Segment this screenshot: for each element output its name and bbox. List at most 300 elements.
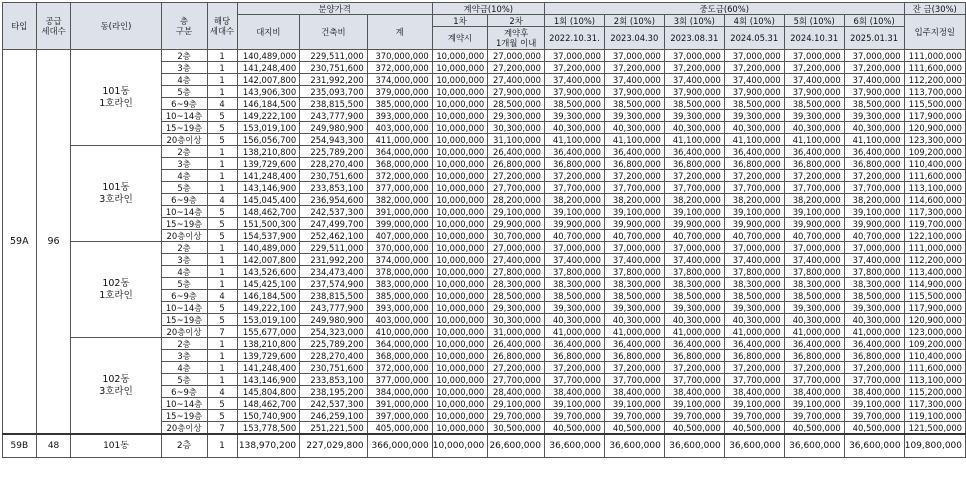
amount-cell: 155,677,000 [237,326,300,338]
amount-cell: 38,500,000 [664,98,724,110]
amount-cell: 36,400,000 [664,146,724,158]
amount-cell: 114,600,000 [904,194,965,206]
amount-cell: 36,800,000 [724,158,784,170]
amount-cell: 27,400,000 [488,254,545,266]
amount-cell: 10,000,000 [432,218,488,230]
amount-cell: 37,800,000 [544,266,604,278]
household-count-cell: 1 [207,374,237,386]
amount-cell: 122,100,000 [904,230,965,242]
amount-cell: 39,100,000 [604,398,664,410]
amount-cell: 36,600,000 [664,434,724,458]
amount-cell: 385,000,000 [367,290,432,302]
amount-cell: 36,800,000 [784,158,844,170]
amount-cell: 140,489,000 [237,242,300,254]
amount-cell: 37,700,000 [544,182,604,194]
amount-cell: 36,600,000 [724,434,784,458]
amount-cell: 146,184,500 [237,98,300,110]
amount-cell: 37,200,000 [604,62,664,74]
amount-cell: 252,462,100 [300,230,368,242]
amount-cell: 28,500,000 [488,98,545,110]
amount-cell: 38,200,000 [544,194,604,206]
amount-cell: 37,400,000 [784,254,844,266]
amount-cell: 10,000,000 [432,206,488,218]
type-cell: 59A [3,50,37,435]
amount-cell: 31,000,000 [488,326,545,338]
amount-cell: 246,259,100 [300,410,368,422]
amount-cell: 37,000,000 [544,50,604,62]
floor-cell: 6~9층 [161,194,207,206]
household-count-cell: 5 [207,398,237,410]
household-count-cell: 1 [207,278,237,290]
amount-cell: 153,778,500 [237,422,300,435]
amount-cell: 27,200,000 [488,62,545,74]
floor-cell: 4층 [161,74,207,86]
amount-cell: 113,700,000 [904,86,965,98]
floor-cell: 20층이상 [161,422,207,435]
amount-cell: 10,000,000 [432,158,488,170]
building-line-cell: 101동 [71,434,161,458]
amount-cell: 10,000,000 [432,194,488,206]
amount-cell: 154,537,900 [237,230,300,242]
amount-cell: 37,700,000 [784,182,844,194]
amount-cell: 149,222,100 [237,302,300,314]
amount-cell: 146,184,500 [237,290,300,302]
header-deposit-1: 1차 [432,15,488,27]
amount-cell: 10,000,000 [432,350,488,362]
building-line-cell: 102동 3호라인 [71,338,161,435]
amount-cell: 370,000,000 [367,50,432,62]
amount-cell: 142,007,800 [237,74,300,86]
amount-cell: 30,300,000 [488,314,545,326]
amount-cell: 382,000,000 [367,194,432,206]
amount-cell: 39,100,000 [844,206,904,218]
household-count-cell: 1 [207,182,237,194]
household-count-cell: 1 [207,146,237,158]
amount-cell: 151,500,300 [237,218,300,230]
floor-cell: 10~14층 [161,302,207,314]
amount-cell: 38,200,000 [784,194,844,206]
amount-cell: 37,000,000 [844,50,904,62]
amount-cell: 10,000,000 [432,314,488,326]
amount-cell: 111,600,000 [904,170,965,182]
amount-cell: 10,000,000 [432,134,488,146]
amount-cell: 110,400,000 [904,158,965,170]
amount-cell: 27,400,000 [488,74,545,86]
amount-cell: 10,000,000 [432,290,488,302]
amount-cell: 145,425,100 [237,278,300,290]
table-body [3,50,966,458]
amount-cell: 37,400,000 [784,74,844,86]
floor-cell: 6~9층 [161,290,207,302]
header-households: 해당 세대수 [207,3,237,50]
header-deposit: 계약금(10%) [432,3,544,15]
amount-cell: 115,500,000 [904,290,965,302]
amount-cell: 38,400,000 [664,386,724,398]
amount-cell: 28,500,000 [488,290,545,302]
amount-cell: 139,729,600 [237,350,300,362]
amount-cell: 37,900,000 [844,86,904,98]
table-row [3,146,966,158]
amount-cell: 10,000,000 [432,386,488,398]
amount-cell: 148,462,700 [237,206,300,218]
household-count-cell: 1 [207,62,237,74]
amount-cell: 384,000,000 [367,386,432,398]
household-count-cell: 1 [207,434,237,458]
amount-cell: 29,300,000 [488,110,545,122]
amount-cell: 227,029,800 [300,434,368,458]
amount-cell: 379,000,000 [367,86,432,98]
amount-cell: 10,000,000 [432,182,488,194]
amount-cell: 37,000,000 [724,242,784,254]
floor-cell: 15~19층 [161,218,207,230]
supply-units-cell: 96 [36,50,71,435]
amount-cell: 36,600,000 [544,434,604,458]
amount-cell: 37,700,000 [784,374,844,386]
amount-cell: 37,000,000 [604,242,664,254]
amount-cell: 39,300,000 [664,110,724,122]
amount-cell: 37,200,000 [844,62,904,74]
household-count-cell: 1 [207,338,237,350]
amount-cell: 37,700,000 [544,374,604,386]
amount-cell: 37,200,000 [724,362,784,374]
amount-cell: 40,700,000 [604,230,664,242]
amount-cell: 37,900,000 [784,86,844,98]
amount-cell: 113,100,000 [904,374,965,386]
amount-cell: 39,300,000 [604,302,664,314]
amount-cell: 405,000,000 [367,422,432,435]
header-floor-group: 층 구분 [161,3,207,50]
amount-cell: 145,804,800 [237,386,300,398]
amount-cell: 37,400,000 [544,254,604,266]
amount-cell: 10,000,000 [432,98,488,110]
floor-cell: 20층이상 [161,230,207,242]
floor-cell: 10~14층 [161,398,207,410]
amount-cell: 36,800,000 [724,350,784,362]
header-units: 공급 세대수 [36,3,71,50]
amount-cell: 10,000,000 [432,302,488,314]
amount-cell: 10,000,000 [432,122,488,134]
amount-cell: 37,900,000 [604,86,664,98]
amount-cell: 27,700,000 [488,182,545,194]
amount-cell: 120,900,000 [904,122,965,134]
amount-cell: 148,462,700 [237,398,300,410]
amount-cell: 143,146,900 [237,182,300,194]
household-count-cell: 4 [207,290,237,302]
amount-cell: 37,200,000 [544,362,604,374]
header-middle-payment: 중도금(60%) [544,3,904,15]
amount-cell: 38,500,000 [604,290,664,302]
header-middle-2-date: 2023.04.30 [604,27,664,50]
amount-cell: 233,853,100 [300,182,368,194]
amount-cell: 37,900,000 [664,86,724,98]
amount-cell: 39,300,000 [544,110,604,122]
amount-cell: 39,100,000 [844,398,904,410]
floor-cell: 5층 [161,182,207,194]
amount-cell: 31,100,000 [488,134,545,146]
amount-cell: 38,300,000 [544,278,604,290]
amount-cell: 38,500,000 [724,290,784,302]
amount-cell: 37,000,000 [724,50,784,62]
amount-cell: 39,100,000 [784,206,844,218]
amount-cell: 37,200,000 [724,170,784,182]
amount-cell: 39,300,000 [604,110,664,122]
amount-cell: 39,700,000 [544,410,604,422]
floor-cell: 2층 [161,242,207,254]
amount-cell: 238,815,500 [300,290,368,302]
amount-cell: 10,000,000 [432,170,488,182]
amount-cell: 243,777,900 [300,110,368,122]
amount-cell: 37,200,000 [844,362,904,374]
amount-cell: 37,700,000 [604,182,664,194]
amount-cell: 40,500,000 [724,422,784,435]
amount-cell: 37,400,000 [664,74,724,86]
amount-cell: 38,500,000 [664,290,724,302]
amount-cell: 39,100,000 [544,398,604,410]
amount-cell: 37,800,000 [664,266,724,278]
amount-cell: 26,400,000 [488,146,545,158]
header-middle-2: 2회 (10%) [604,15,664,27]
header-middle-6-date: 2025.01.31 [844,27,904,50]
amount-cell: 27,900,000 [488,86,545,98]
amount-cell: 29,300,000 [488,302,545,314]
amount-cell: 28,400,000 [488,386,545,398]
floor-cell: 4층 [161,170,207,182]
amount-cell: 37,200,000 [784,62,844,74]
amount-cell: 141,248,400 [237,62,300,74]
amount-cell: 27,800,000 [488,266,545,278]
floor-cell: 2층 [161,434,207,458]
amount-cell: 10,000,000 [432,410,488,422]
amount-cell: 230,751,600 [300,362,368,374]
amount-cell: 150,740,900 [237,410,300,422]
amount-cell: 115,500,000 [904,98,965,110]
amount-cell: 37,000,000 [604,50,664,62]
header-type: 타입 [3,3,37,50]
household-count-cell: 5 [207,314,237,326]
amount-cell: 37,700,000 [844,374,904,386]
amount-cell: 109,200,000 [904,146,965,158]
amount-cell: 38,400,000 [544,386,604,398]
header-middle-4: 4회 (10%) [724,15,784,27]
amount-cell: 41,000,000 [724,326,784,338]
amount-cell: 383,000,000 [367,278,432,290]
amount-cell: 113,400,000 [904,266,965,278]
amount-cell: 117,300,000 [904,398,965,410]
household-count-cell: 1 [207,362,237,374]
amount-cell: 36,400,000 [724,338,784,350]
amount-cell: 364,000,000 [367,338,432,350]
amount-cell: 28,200,000 [488,194,545,206]
amount-cell: 27,700,000 [488,374,545,386]
header-balance: 잔 금(30%) [904,3,965,15]
amount-cell: 36,400,000 [844,338,904,350]
floor-cell: 5층 [161,374,207,386]
amount-cell: 230,751,600 [300,62,368,74]
floor-cell: 4층 [161,266,207,278]
amount-cell: 39,900,000 [544,218,604,230]
amount-cell: 111,600,000 [904,362,965,374]
amount-cell: 156,056,700 [237,134,300,146]
amount-cell: 10,000,000 [432,434,488,458]
amount-cell: 27,200,000 [488,170,545,182]
amount-cell: 368,000,000 [367,158,432,170]
amount-cell: 247,499,700 [300,218,368,230]
header-deposit-2: 2차 [488,15,545,27]
household-count-cell: 4 [207,386,237,398]
amount-cell: 39,900,000 [784,218,844,230]
amount-cell: 38,500,000 [844,290,904,302]
household-count-cell: 1 [207,350,237,362]
household-count-cell: 1 [207,50,237,62]
amount-cell: 40,500,000 [844,422,904,435]
amount-cell: 41,000,000 [544,326,604,338]
amount-cell: 29,700,000 [488,410,545,422]
amount-cell: 120,900,000 [904,314,965,326]
amount-cell: 29,100,000 [488,206,545,218]
header-middle-6: 6회 (10%) [844,15,904,27]
amount-cell: 37,000,000 [784,50,844,62]
amount-cell: 40,300,000 [784,122,844,134]
header-building-line: 동(라인) [71,3,161,50]
household-count-cell: 1 [207,158,237,170]
amount-cell: 138,970,200 [237,434,300,458]
amount-cell: 37,200,000 [664,170,724,182]
amount-cell: 40,300,000 [844,122,904,134]
amount-cell: 236,954,600 [300,194,368,206]
amount-cell: 242,537,300 [300,398,368,410]
header-sale-price: 분양가격 [237,3,432,15]
amount-cell: 10,000,000 [432,50,488,62]
amount-cell: 40,500,000 [604,422,664,435]
amount-cell: 254,943,300 [300,134,368,146]
header-middle-5-date: 2024.10.31 [784,27,844,50]
amount-cell: 26,800,000 [488,350,545,362]
amount-cell: 37,000,000 [844,242,904,254]
amount-cell: 149,222,100 [237,110,300,122]
amount-cell: 231,992,200 [300,254,368,266]
amount-cell: 37,200,000 [784,170,844,182]
amount-cell: 37,200,000 [544,62,604,74]
amount-cell: 36,400,000 [784,146,844,158]
floor-cell: 6~9층 [161,386,207,398]
amount-cell: 237,574,900 [300,278,368,290]
amount-cell: 143,526,600 [237,266,300,278]
amount-cell: 37,800,000 [724,266,784,278]
amount-cell: 10,000,000 [432,338,488,350]
amount-cell: 36,800,000 [604,158,664,170]
amount-cell: 37,900,000 [724,86,784,98]
amount-cell: 40,700,000 [844,230,904,242]
amount-cell: 37,000,000 [544,242,604,254]
amount-cell: 27,200,000 [488,362,545,374]
amount-cell: 370,000,000 [367,242,432,254]
amount-cell: 111,000,000 [904,50,965,62]
header-land: 대지비 [237,15,300,50]
household-count-cell: 5 [207,302,237,314]
floor-cell: 20층이상 [161,326,207,338]
amount-cell: 37,000,000 [664,242,724,254]
amount-cell: 142,007,800 [237,254,300,266]
amount-cell: 40,500,000 [544,422,604,435]
amount-cell: 41,000,000 [604,326,664,338]
table-row [3,50,966,62]
amount-cell: 39,700,000 [604,410,664,422]
amount-cell: 36,400,000 [664,338,724,350]
header-deposit-2-when: 계약후 1개월 이내 [488,27,545,50]
amount-cell: 368,000,000 [367,350,432,362]
supply-units-cell: 48 [36,434,71,458]
amount-cell: 38,500,000 [844,98,904,110]
table-row [3,242,966,254]
floor-cell: 15~19층 [161,122,207,134]
floor-cell: 20층이상 [161,134,207,146]
amount-cell: 37,700,000 [664,374,724,386]
header-middle-1-date: 2022.10.31. [544,27,604,50]
amount-cell: 38,300,000 [604,278,664,290]
amount-cell: 374,000,000 [367,74,432,86]
amount-cell: 364,000,000 [367,146,432,158]
amount-cell: 377,000,000 [367,374,432,386]
amount-cell: 37,200,000 [604,170,664,182]
amount-cell: 37,000,000 [664,50,724,62]
amount-cell: 39,700,000 [784,410,844,422]
amount-cell: 41,100,000 [784,134,844,146]
amount-cell: 37,400,000 [844,254,904,266]
floor-cell: 2층 [161,338,207,350]
amount-cell: 30,500,000 [488,422,545,435]
amount-cell: 117,900,000 [904,302,965,314]
amount-cell: 391,000,000 [367,398,432,410]
amount-cell: 112,200,000 [904,254,965,266]
amount-cell: 374,000,000 [367,254,432,266]
amount-cell: 123,300,000 [904,134,965,146]
amount-cell: 40,300,000 [664,122,724,134]
amount-cell: 27,000,000 [488,242,545,254]
header-middle-3-date: 2023.08.31 [664,27,724,50]
amount-cell: 30,700,000 [488,230,545,242]
amount-cell: 393,000,000 [367,110,432,122]
amount-cell: 391,000,000 [367,206,432,218]
amount-cell: 38,300,000 [784,278,844,290]
amount-cell: 39,300,000 [784,110,844,122]
header-middle-5: 5회 (10%) [784,15,844,27]
amount-cell: 39,100,000 [724,398,784,410]
amount-cell: 10,000,000 [432,74,488,86]
amount-cell: 39,700,000 [664,410,724,422]
amount-cell: 117,900,000 [904,110,965,122]
amount-cell: 37,400,000 [604,74,664,86]
sale-price-table [2,2,966,458]
amount-cell: 121,500,000 [904,422,965,435]
amount-cell: 39,300,000 [844,302,904,314]
amount-cell: 36,800,000 [844,158,904,170]
amount-cell: 37,400,000 [844,74,904,86]
amount-cell: 40,300,000 [664,314,724,326]
header-total: 계 [367,15,432,50]
amount-cell: 28,300,000 [488,278,545,290]
amount-cell: 41,000,000 [664,326,724,338]
amount-cell: 238,195,200 [300,386,368,398]
amount-cell: 36,600,000 [844,434,904,458]
amount-cell: 39,700,000 [724,410,784,422]
amount-cell: 39,900,000 [664,218,724,230]
amount-cell: 10,000,000 [432,62,488,74]
amount-cell: 37,800,000 [784,266,844,278]
amount-cell: 119,700,000 [904,218,965,230]
amount-cell: 10,000,000 [432,278,488,290]
amount-cell: 41,100,000 [844,134,904,146]
amount-cell: 403,000,000 [367,122,432,134]
